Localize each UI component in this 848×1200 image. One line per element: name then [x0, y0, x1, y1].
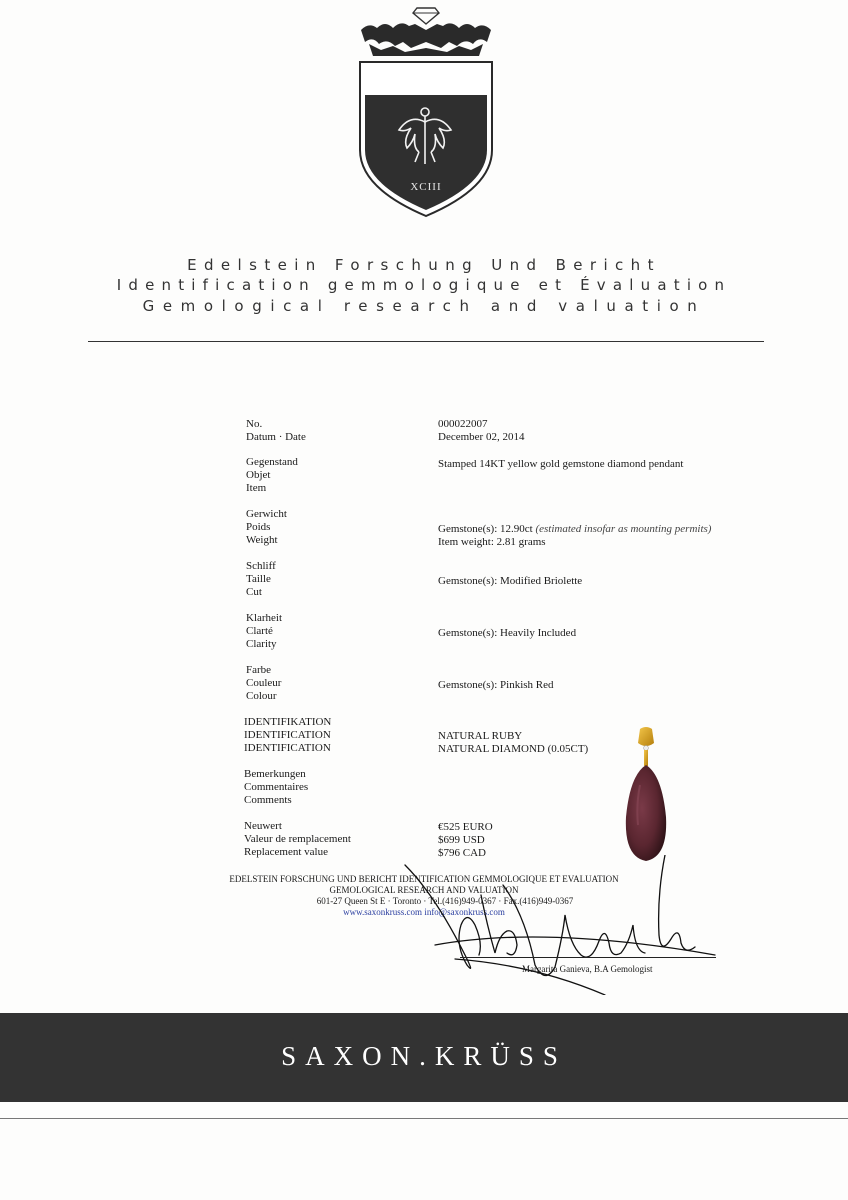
- label-cut-de: Schliff: [246, 560, 276, 572]
- label-cut-en: Cut: [246, 586, 262, 598]
- pendant-photo: [618, 725, 674, 875]
- label-colour-en: Colour: [246, 690, 277, 702]
- cut-value: Gemstone(s): Modified Briolette: [438, 575, 583, 587]
- label-value-en: Replacement value: [244, 846, 328, 858]
- label-value-fr: Valeur de remplacement: [244, 833, 351, 845]
- label-value-de: Neuwert: [244, 820, 282, 832]
- label-weight-fr: Poids: [246, 521, 271, 533]
- label-clarity-fr: Clarté: [246, 625, 273, 637]
- label-colour-de: Farbe: [246, 664, 272, 676]
- value-euro: €525 EURO: [438, 821, 493, 833]
- label-cut-fr: Taille: [246, 573, 271, 585]
- header-line-french: Identification gemmologique et Évaluation: [116, 276, 732, 294]
- identification-ruby: NATURAL RUBY: [438, 730, 523, 742]
- footer-company-line: EDELSTEIN FORSCHUNG UND BERICHT IDENTIFICATION GEMMOLOGIQUE ET EVALUATION: [229, 874, 619, 884]
- label-clarity-de: Klarheit: [246, 612, 283, 624]
- label-identification-en: IDENTIFICATION: [244, 742, 331, 754]
- label-comments-en: Comments: [244, 794, 292, 806]
- footer-address: 601-27 Queen St E · Toronto · Tel.(416)949-0367 · Fax.(416)949-0367: [316, 896, 574, 906]
- value-usd: $699 USD: [438, 834, 485, 846]
- website-link[interactable]: www.saxonkruss.com: [343, 907, 423, 917]
- gemstone-weight-value: Gemstone(s): 12.90ct: [438, 523, 533, 535]
- value-cad: $796 CAD: [438, 847, 486, 859]
- item-value: Stamped 14KT yellow gold gemstone diamond pendant: [438, 458, 684, 470]
- label-comments-de: Bemerkungen: [244, 768, 306, 780]
- diamond-icon: [413, 8, 439, 24]
- label-identification-de: IDENTIFIKATION: [244, 716, 332, 728]
- brand-logo: SAXON.KRÜSS: [281, 1041, 567, 1071]
- item-weight: Item weight: 2.81 grams: [438, 536, 546, 548]
- clarity-value: Gemstone(s): Heavily Included: [438, 627, 577, 639]
- label-date: Datum · Date: [246, 431, 306, 443]
- label-identification-fr: IDENTIFICATION: [244, 729, 331, 741]
- gemstone-weight-note: (estimated insofar as mounting permits): [535, 523, 712, 535]
- signatory-caption: Margarita Ganieva, B.A Gemologist: [522, 964, 653, 974]
- crest-numeral: XCIII: [410, 181, 442, 193]
- identification-diamond: NATURAL DIAMOND (0.05CT): [438, 743, 589, 755]
- label-comments-fr: Commentaires: [244, 781, 309, 793]
- label-item-de: Gegenstand: [246, 456, 298, 468]
- label-colour-fr: Couleur: [246, 677, 282, 689]
- report-date: December 02, 2014: [438, 431, 525, 443]
- label-item-en: Item: [246, 482, 267, 494]
- bottom-divider: [0, 1118, 848, 1119]
- crown-icon: [361, 23, 491, 56]
- label-weight-en: Weight: [246, 534, 278, 546]
- colour-value: Gemstone(s): Pinkish Red: [438, 679, 554, 691]
- crest-emblem: [355, 2, 497, 220]
- label-clarity-en: Clarity: [246, 638, 277, 650]
- header-line-german: Edelstein Forschung Und Bericht: [187, 256, 661, 274]
- label-item-fr: Objet: [246, 469, 271, 481]
- header-line-english: Gemological research and valuation: [142, 297, 706, 315]
- header-divider: [88, 341, 764, 342]
- label-no: No.: [246, 418, 263, 430]
- email-link[interactable]: info@saxonkruss.com: [424, 907, 505, 917]
- label-weight-de: Gerwicht: [246, 508, 287, 520]
- footer-tagline: GEMOLOGICAL RESEARCH AND VALUATION: [329, 885, 519, 895]
- gemstone-weight: [438, 523, 711, 536]
- report-number: 000022007: [438, 418, 488, 430]
- signature-line: [460, 957, 716, 958]
- signature-image: [395, 855, 725, 995]
